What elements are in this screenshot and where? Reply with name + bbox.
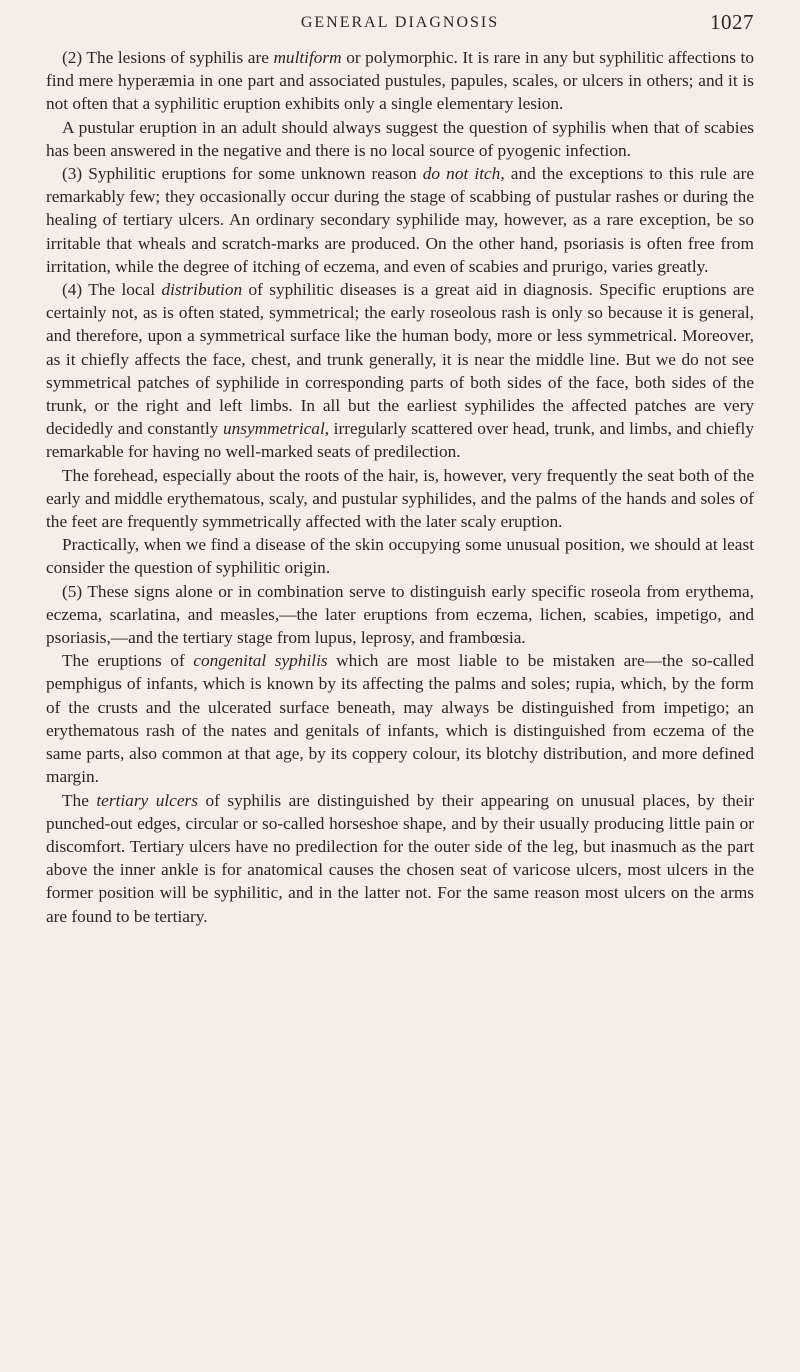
paragraph-tertiary-ulcers: The tertiary ulcers of syphilis are distinguished by their appearing on unusual places, by their punched-out edges, circular or so-called horseshoe shape, and by their usually producing little pain or discomfort. Tertiary ulcers have no predilection for the outer side of the leg, but inasmuch as the part above the inner ankle is for anatomical causes the chosen seat of varicose ulcers, most ulcers in the former position will be syphilitic, and in the latter not. For the same reason most ulcers on the arms are found to be tertiary. (46, 790, 754, 926)
paragraph-practically: Practically, when we find a disease of the skin occupying some unusual position, we should at least consider the question of syphilitic origin. (46, 535, 754, 578)
paragraph-distribution: (4) The local distribution of syphilitic diseases is a great aid in diagnosis. Specific eruptions are certainly not, as is often stated, symmetrical; the early roseolous rash is only so because it is general, and therefore, upon a symmetrical surface like the human body, more or less symmetrical. Moreover, as it chiefly affects the face, chest, and trunk generally, it is near the middle line. But we do not see symmetrical patches of syphilide in corresponding parts of both sides of the face, both sides of the trunk, or the right and left limbs. In all but the earliest syphilides the affected patches are very decidedly and constantly unsymmetrical, irregularly scattered over head, trunk, and limbs, and chiefly remarkable for having no well-marked seats of predilection. (46, 280, 755, 462)
paragraph-signs-distinguish: (5) These signs alone or in combination serve to distinguish early specific roseola from erythema, eczema, scarlatina, and measles,—the later eruptions from eczema, lichen, scabies, impetigo, and psoriasis,—and the tertiary stage from lupus, leprosy, and frambœsia. (46, 581, 754, 648)
paragraph-lesions-multiform: (2) The lesions of syphilis are multiform or polymorphic. It is rare in any but syphilitic affections to find mere hyperæmia in one part and associated pustules, papules, scales, or ulcers in others; and it is not often that a syphilitic eruption exhibits only a single elementary lesion. (46, 48, 754, 114)
body-text (46, 46, 754, 928)
paragraph-forehead: The forehead, especially about the roots of the hair, is, however, very frequently the seat both of the early and middle erythematous, scaly, and pustular syphilides, and the palms of the hands and soles of the feet are frequently symmetrically affected with the later scaly eruption. (46, 465, 754, 532)
paragraph-congenital-syphilis: The eruptions of congenital syphilis which are most liable to be mistaken are—the so-called pemphigus of infants, which is known by its affecting the palms and soles; rupia, which, by the form of the crusts and the ulcerated surface beneath, may always be distinguished from impetigo; an erythematous rash of the nates and genitals of infants, which is distinguished from eczema of the same parts, also common at that age, by its coppery colour, its blotchy distribution, and more defined margin. (46, 651, 755, 787)
document-page (46, 10, 754, 928)
page-header (46, 10, 754, 44)
page-number: 1027 (710, 10, 754, 34)
running-head: GENERAL DIAGNOSIS (300, 14, 500, 31)
paragraph-pustular-eruption: A pustular eruption in an adult should always suggest the question of syphilis when that of scabies has been answered in the negative and there is no local source of pyogenic infection. (46, 117, 754, 160)
paragraph-do-not-itch: (3) Syphilitic eruptions for some unknown reason do not itch, and the exceptions to this rule are remarkably few; they occasionally occur during the stage of scabbing of pustular rashes or during the healing of tertiary ulcers. An ordinary secondary syphilide may, however, as a rare exception, be so irritable that wheals and scratch-marks are produced. On the other hand, psoriasis is often free from irritation, while the degree of itching of eczema, and even of scabies and prurigo, varies greatly. (46, 164, 754, 276)
